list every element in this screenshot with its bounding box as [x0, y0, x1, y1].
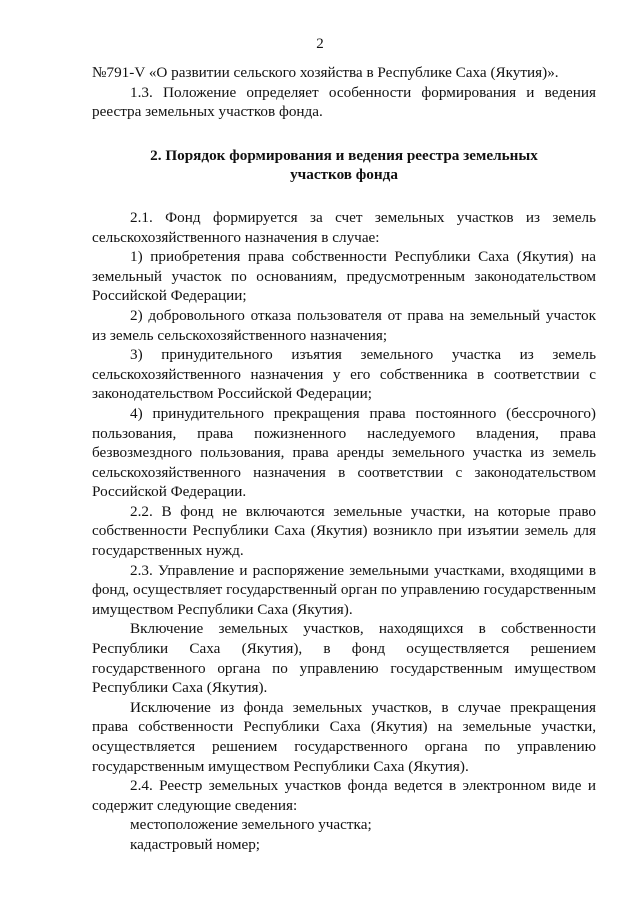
paragraph-2-4-item-location: местоположение земельного участка; [130, 816, 372, 834]
paragraph-2-3-inclusion: Включение земельных участков, находящихся в собственности Республики Саха (Якутия), в фонд осуществляется решением государственного органа по управлению государственным имуществом Республики Саха (Якутия). [92, 620, 596, 697]
paragraph-2-3: 2.3. Управление и распоряжение земельными участками, входящими в фонд, осуществляет государственный орган по управлению государственным имуществом Республики Саха (Якутия). [92, 561, 596, 618]
paragraph-2-1-item-4: 4) принудительного прекращения права постоянного (бессрочного) пользования, права пожизненного наследуемого владения, права безвозмездного пользования, права аренды земельного участка из земель сельскохозяйственного назначения в соответствии с законодательством Российской Федерации. [92, 404, 596, 501]
paragraph-2-4: 2.4. Реестр земельных участков фонда ведется в электронном виде и содержит следующие сведения: [92, 777, 596, 814]
document-body [92, 63, 596, 855]
paragraph-2-3-exclusion: Исключение из фонда земельных участков, в случае прекращения права собственности Республики Саха (Якутия) на земельные участки, осуществляется решением государственного органа по управлению государственным имуществом Республики Саха (Якутия). [92, 698, 596, 775]
paragraph-law-reference: №791-V «О развитии сельского хозяйства в Республике Саха (Якутия)». [92, 64, 559, 81]
paragraph-2-1: 2.1. Фонд формируется за счет земельных участков из земель сельскохозяйственного назначения в случае: [92, 208, 596, 246]
paragraph-2-1-item-1: 1) приобретения права собственности Республики Саха (Якутия) на земельный участок по основаниям, предусмотренным законодательством Российской Федерации; [92, 248, 596, 305]
paragraph-1-3: 1.3. Положение определяет особенности формирования и ведения реестра земельных участков фонда. [92, 83, 596, 121]
page-number: 2 [316, 36, 324, 52]
paragraph-2-1-item-3: 3) принудительного изъятия земельного участка из земель сельскохозяйственного назначения у его собственника в соответствии с законодательством Российской Федерации; [92, 346, 596, 403]
section-title: 2. Порядок формирования и ведения реестра земельных участков фонда [150, 146, 538, 184]
paragraph-2-1-item-2: 2) добровольного отказа пользователя от права на земельный участок из земель сельскохозяйственного назначения; [92, 306, 596, 344]
paragraph-2-2: 2.2. В фонд не включаются земельные участки, на которые право собственности Республики Саха (Якутия) возникло при изъятии земель для государственных нужд. [92, 502, 596, 560]
paragraph-2-4-item-cadastral: кадастровый номер; [130, 835, 261, 853]
